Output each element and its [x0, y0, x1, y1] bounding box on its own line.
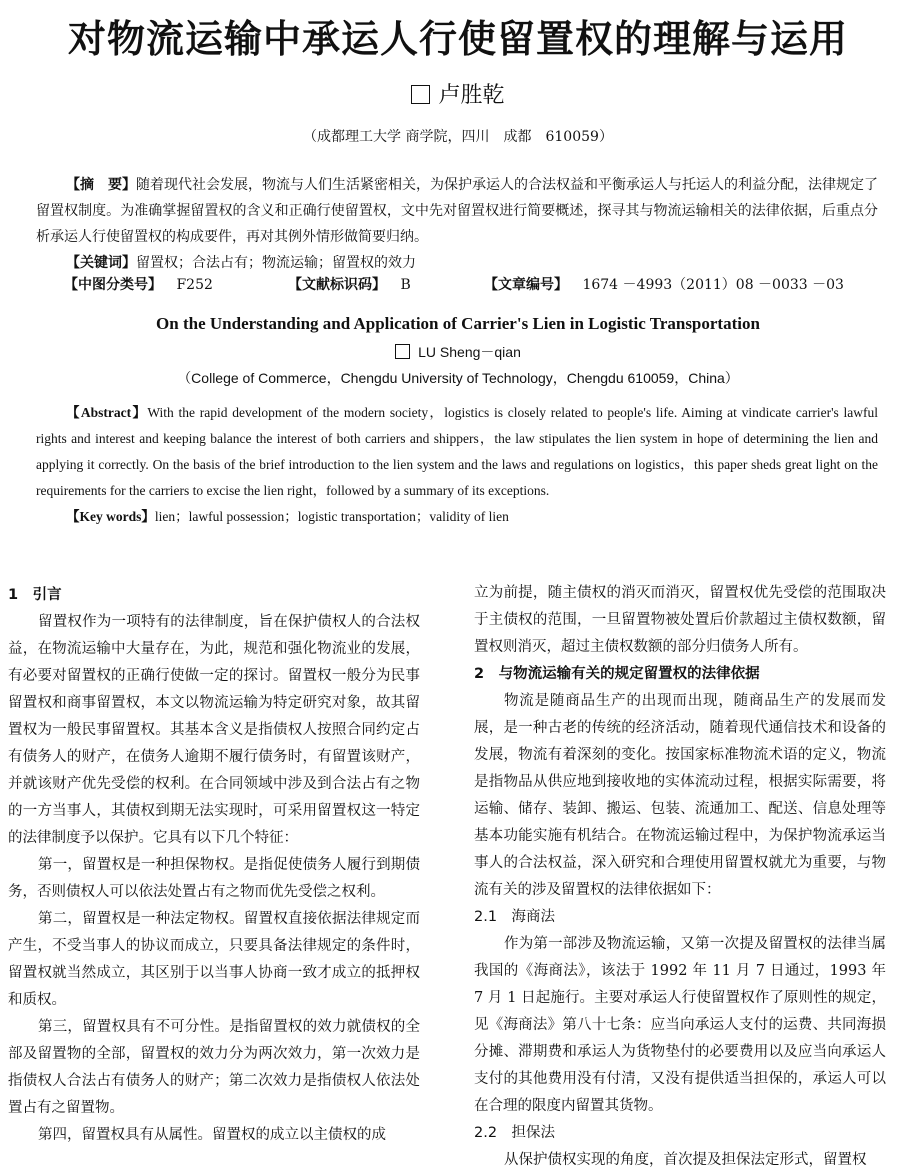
author-name: 卢胜乾	[438, 83, 505, 108]
left-column	[8, 582, 420, 1149]
english-abstract	[36, 400, 878, 530]
paragraph: 物流是随商品生产的出现而出现，随商品生产的发展而发展，是一种古老的传统的经济活动，随着现代通信技术和设备的发展，物流有着深刻的变化。按国家标准物流术语的定义，物流是指物品从供应地到接收地的实体流动过程，根据实际需要，将运输、储存、装卸、搬运、包装、流通加工、配送、信息处理等基本功能实施有机结合。在物流运输过程中，为保护物流承运当事人的合法权益，深入研究和合理使用留置权就尤为重要，与物流有关的涉及留置权的法律依据如下：	[474, 693, 886, 898]
english-author-line	[0, 342, 916, 362]
clc-label: 【中图分类号】	[64, 277, 162, 293]
doc-code-label: 【文献标识码】	[288, 277, 386, 293]
paragraph-continued: 立为前提，随主债权的消灭而消灭，留置权优先受偿的范围取决于主债权的范围，一旦留置物被处置后价款超过主债权数额，留置权则消灭，超过主债权数额的部分归债务人所有。	[474, 585, 886, 655]
paragraph: 作为第一部涉及物流运输，又第一次提及留置权的法律当属我国的《海商法》，该法于 1992 年 11 月 7 日通过，1993 年 7 月 1 日起施行。主要对承运人行使留置权作了原则性的规定，见《海商法》第八十七条：应当向承运人支付的运费、共同海损分摊、滞期费和承运人为货物垫付的必要费用以及应当向承运人支付的其他费用没有付清，又没有提供适当担保的，承运人可以在合理的限度内留置其货物。	[474, 936, 886, 1114]
english-title: On the Understanding and Application of Carrier's Lien in Logistic Transportation	[156, 314, 760, 333]
section-heading-1: 1 引言	[8, 587, 62, 603]
affiliation: （成都理工大学 商学院，四川 成都 610059）	[303, 129, 613, 145]
english-keywords-label: 【Key words】	[66, 509, 155, 524]
abstract-text: 随着现代社会发展，物流与人们生活紧密相关，为保护承运人的合法权益和平衡承运人与托运人的利益分配，法律规定了留置权制度。为准确掌握留置权的含义和正确行使留置权，文中先对留置权进行简要概述，探寻其与物流运输相关的法律依据，后重点分析承运人行使留置权的构成要件，再对其例外情形做简要归纳。	[36, 177, 878, 245]
english-keywords-text: lien；lawful possession；logistic transportation；validity of lien	[154, 509, 509, 524]
abstract-label: 【摘 要】	[66, 177, 136, 193]
doc-code-value: B	[400, 277, 411, 293]
author-line	[0, 78, 916, 109]
author-box-icon	[411, 85, 430, 104]
english-author: LU Sheng－qian	[418, 344, 521, 360]
english-affiliation: （College of Commerce，Chengdu University of Technology，Chengdu 610059，China）	[177, 370, 739, 386]
doc-code-field	[288, 274, 411, 294]
subsection-heading-2-2: 2.2 担保法	[474, 1125, 556, 1141]
clc-value: F252	[176, 277, 213, 293]
paragraph: 从保护债权实现的角度，首次提及担保法定形式，留置权	[504, 1152, 867, 1168]
english-abstract-text: With the rapid development of the modern society，logistics is closely related to people's life. Aiming at vindicate carrier's lawful rights and interest and keeping balance the interest of both carriers and shippers，the law stipulates the lien system in hope of determining the lien and applying it correctly. On the basis of the brief introduction to the lien system and the laws and regulations on logistics，this paper sheds great light on the requirements for the carriers to excise the lien right，followed by a summary of its exceptions.	[36, 405, 878, 498]
right-column	[474, 580, 886, 1174]
article-number-value: 1674 －4993（2011）08 －0033 －03	[582, 277, 844, 293]
paragraph: 留置权作为一项特有的法律制度，旨在保护债权人的合法权益，在物流运输中大量存在，为此，规范和强化物流业的发展，有必要对留置权的正确行使做一定的探讨。留置权一般分为民事留置权和商事留置权，本文以物流运输为特定研究对象，故其留置权为一般民事留置权。其基本含义是指债权人按照合同约定占有债务人的财产，在债务人逾期不履行债务时，有留置该财产，并就该财产优先受偿的权利。在合同领域中涉及到合法占有之物的一方当事人，其债权到期无法实现时，可采用留置权这一特定的法律制度予以保护。它具有以下几个特征：	[8, 614, 420, 846]
section-heading-2: 2 与物流运输有关的规定留置权的法律依据	[474, 666, 760, 682]
paragraph: 第二，留置权是一种法定物权。留置权直接依据法律规定而产生，不受当事人的协议而成立，只要具备法律规定的条件时，留置权就当然成立，其区别于以当事人协商一致才成立的抵押权和质权。	[8, 911, 420, 1008]
subsection-heading-2-1: 2.1 海商法	[474, 909, 556, 925]
keywords-label: 【关键词】	[66, 255, 136, 271]
paragraph: 第一，留置权是一种担保物权。是指促使债务人履行到期债务，否则债权人可以依法处置占有之物而优先受偿之权利。	[8, 857, 420, 900]
english-author-box-icon	[395, 344, 410, 359]
english-abstract-label: 【Abstract】	[66, 405, 148, 420]
article-title: 对物流运输中承运人行使留置权的理解与运用	[67, 17, 848, 61]
chinese-abstract	[36, 172, 878, 276]
clc-field	[64, 274, 213, 294]
paragraph: 第三，留置权具有不可分性。是指留置权的效力就债权的全部及留置物的全部，留置权的效力分为两次效力，第一次效力是指债权人合法占有债务人的财产；第二次效力是指债权人依法处置占有之留置物。	[8, 1019, 420, 1116]
paragraph: 第四，留置权具有从属性。留置权的成立以主债权的成	[38, 1127, 386, 1143]
keywords-text: 留置权；合法占有；物流运输；留置权的效力	[136, 255, 416, 271]
article-number-field	[484, 274, 844, 294]
article-number-label: 【文章编号】	[484, 277, 568, 293]
